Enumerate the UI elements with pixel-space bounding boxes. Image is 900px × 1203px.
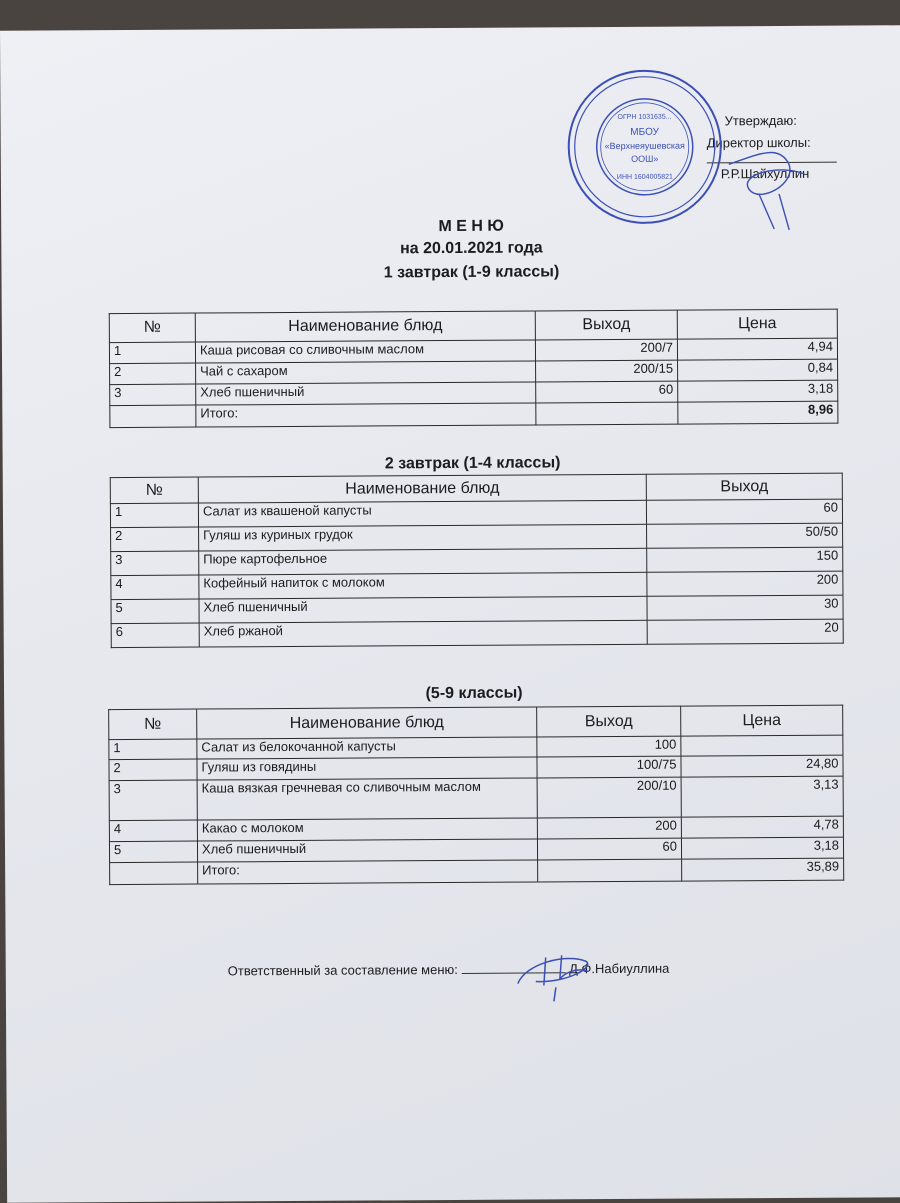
row-number: 1 [109, 739, 197, 760]
row-dish: Какао с молоком [197, 818, 537, 841]
total-row [110, 401, 838, 427]
row-yield: 200/10 [537, 777, 681, 818]
row-yield: 50/50 [647, 523, 843, 548]
row-price: 3,18 [678, 380, 838, 402]
row-dish: Кофейный напиток с молоком [199, 572, 647, 599]
menu-date: на 20.01.2021 года [399, 239, 543, 258]
menu-document [0, 25, 900, 1202]
row-number: 2 [111, 527, 199, 552]
approval-line-2: Директор школы: [706, 134, 811, 151]
table-row [111, 619, 843, 647]
col-header-yield: Выход [537, 706, 681, 737]
row-yield: 20 [647, 619, 843, 644]
table-breakfast-2 [110, 473, 844, 648]
row-dish: Гуляш из говядины [197, 757, 537, 780]
col-header-number: № [110, 477, 198, 504]
section-3-title: (5-9 классы) [425, 684, 523, 703]
page-title: М Е Н Ю [438, 217, 504, 236]
total-row [110, 858, 844, 884]
col-header-number: № [109, 313, 195, 343]
table-breakfast-1 [109, 309, 839, 428]
row-yield: 60 [537, 838, 681, 860]
table-breakfast-3 [108, 705, 844, 885]
row-number: 5 [109, 841, 197, 863]
row-price: 4,94 [677, 338, 837, 360]
row-price: 3,18 [681, 837, 843, 859]
stamp-inn: ИНН 1604005821 [616, 173, 673, 181]
director-name: Р.Р.Шайхуллин [720, 165, 810, 182]
section-1-title: 1 завтрак (1-9 классы) [383, 263, 560, 282]
row-yield: 200 [537, 817, 681, 839]
row-dish: Салат из квашеной капусты [198, 500, 646, 527]
row-dish: Чай с сахаром [196, 361, 536, 384]
row-number: 3 [110, 384, 196, 406]
row-yield: 200/7 [535, 339, 677, 361]
col-header-number: № [109, 709, 197, 740]
col-header-yield: Выход [646, 473, 842, 500]
stamp-org-line-1: МБОУ [630, 126, 660, 138]
row-number: 1 [109, 342, 195, 364]
row-dish: Хлеб ржаной [199, 620, 647, 647]
row-yield: 60 [536, 381, 678, 403]
row-yield: 100 [537, 736, 681, 757]
total-label: Итого: [196, 403, 536, 427]
col-header-yield: Выход [535, 310, 677, 340]
row-number: 4 [109, 820, 197, 842]
total-label: Итого: [198, 860, 538, 884]
row-number: 5 [111, 599, 199, 624]
row-yield: 200 [647, 571, 843, 596]
col-header-price: Цена [681, 705, 843, 736]
row-dish: Хлеб пшеничный [196, 382, 536, 405]
row-price: 4,78 [681, 816, 843, 838]
row-number: 4 [111, 575, 199, 600]
row-yield: 30 [647, 595, 843, 620]
row-yield: 100/75 [537, 756, 681, 778]
row-dish: Каша вязкая гречневая со сливочным маслом [197, 778, 537, 820]
footer-name: Д.Ф.Набиуллина [569, 960, 670, 977]
total-value: 8,96 [678, 401, 838, 424]
row-price: 24,80 [681, 755, 843, 777]
row-dish: Гуляш из куриных грудок [199, 524, 647, 551]
row-number: 3 [109, 780, 197, 821]
stamp-org-line-2: «Верхнеяушевская [604, 140, 685, 152]
row-dish: Каша рисовая со сливочным маслом [195, 340, 535, 363]
row-dish: Хлеб пшеничный [197, 839, 537, 862]
footer-label: Ответственный за составление меню: [227, 961, 458, 979]
approval-line-1: Утверждаю: [724, 112, 797, 129]
col-header-dish: Наименование блюд [195, 311, 535, 342]
row-number: 3 [111, 551, 199, 576]
stamp-org-line-3: ООШ» [631, 153, 659, 164]
school-stamp [562, 64, 727, 229]
row-yield: 60 [646, 499, 842, 524]
row-price: 3,13 [681, 776, 843, 817]
row-price [681, 735, 843, 756]
row-number: 2 [110, 363, 196, 385]
stamp-ogrn: ОГРН 1031635... [617, 113, 672, 121]
total-value: 35,89 [682, 858, 844, 881]
row-yield: 150 [647, 547, 843, 572]
col-header-dish: Наименование блюд [197, 707, 537, 739]
row-dish: Пюре картофельное [199, 548, 647, 575]
responsible-signature [506, 943, 606, 1004]
row-number: 2 [109, 759, 197, 781]
row-price: 0,84 [678, 359, 838, 381]
section-2-title: 2 завтрак (1-4 классы) [384, 454, 561, 473]
row-number: 1 [110, 503, 198, 528]
col-header-price: Цена [677, 309, 837, 339]
table-row [109, 776, 843, 820]
row-dish: Хлеб пшеничный [199, 596, 647, 623]
col-header-dish: Наименование блюд [198, 474, 646, 503]
row-yield: 200/15 [536, 360, 678, 382]
row-dish: Салат из белокочанной капусты [197, 737, 537, 759]
row-number: 6 [111, 623, 199, 648]
